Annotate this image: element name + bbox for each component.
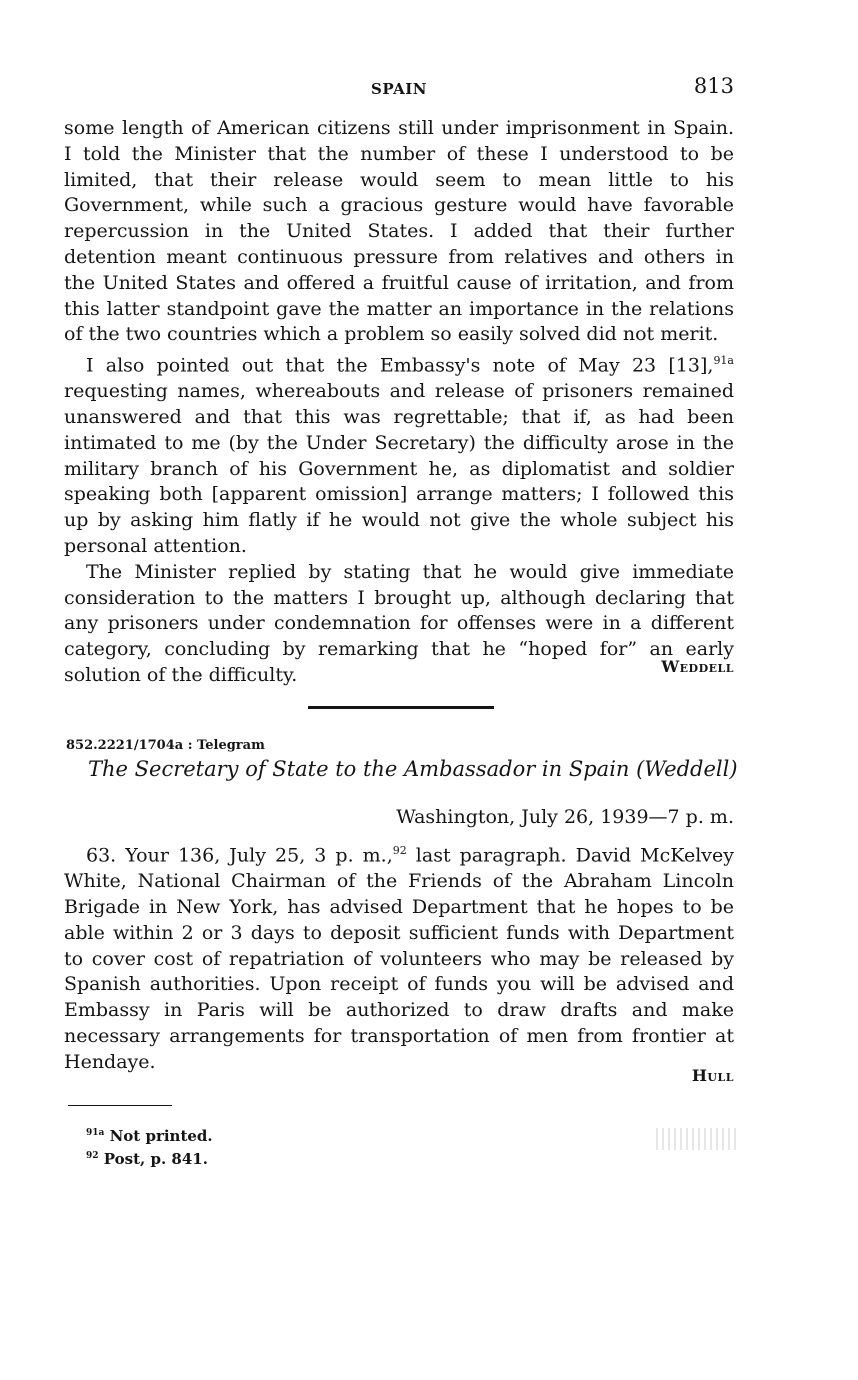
paragraph-2-start: I also pointed out that the Embassy's note of May 23 [13], [86, 354, 714, 377]
running-head: SPAIN [371, 80, 427, 98]
paragraph-3: The Minister replied by stating that he would give immediate consideration to the matters I brought up, although declaring that any prisoners under condemnation for offenses were in a different category, concluding by remarking that he “hoped for” an early solution of the difficulty. [64, 560, 734, 687]
footnote-ref-92: 92 [392, 844, 407, 857]
footnote-mark: 91a [86, 1128, 105, 1138]
telegram-start: 63. Your 136, July 25, 3 p. m., [86, 844, 393, 867]
signature-weddell: Weddell [661, 657, 734, 676]
dateline: Washington, July 26, 1939—7 p. m. [396, 806, 734, 828]
footnote-91a [86, 1123, 213, 1146]
footnotes [86, 1123, 213, 1169]
signature-hull: Hull [691, 1066, 734, 1085]
telegram-paragraph [64, 838, 734, 1076]
file-number: 852.2221/1704a : Telegram [66, 738, 265, 753]
letter-body [64, 116, 734, 689]
footnote-ref-91a: 91a [713, 354, 734, 368]
footnote-mark: 92 [86, 1151, 99, 1161]
paragraph-1: some length of American citizens still under imprisonment in Spain. I told the Minister that the number of these I understood to be limited, that their release would seem to mean little to his Government, while such a gracious gesture would have favorable repercussion in the United States. I added that their further detention meant continuous pressure from relatives and others in the United States and offered a fruitful cause of irritation, and from this latter standpoint gave the matter an importance in the relations of the two countries which a problem so easily solved did not merit. [64, 117, 734, 346]
page-header [64, 74, 734, 104]
footnote-92 [86, 1146, 213, 1169]
scan-smudge [656, 1128, 736, 1150]
section-divider [308, 706, 494, 709]
footnote-text: Not printed. [109, 1127, 213, 1145]
telegram-body [64, 838, 734, 1076]
document-title: The Secretary of State to the Ambassador in Spain (Weddell) [88, 757, 738, 781]
footnote-text: Post, p. 841. [103, 1150, 208, 1168]
paragraph-2 [64, 348, 734, 560]
telegram-rest: last paragraph. David McKelvey White, National Chairman of the Friends of the Abraham Lincoln Brigade in New York, has advised Department that he hopes to be able within 2 or 3 days to deposit sufficient funds with Department to cover cost of repatriation of volunteers who may be released by Spanish authorities. Upon receipt of funds you will be advised and Embassy in Paris will be authorized to draw drafts and make necessary arrangements for transportation of men from frontier at Hendaye. [64, 844, 734, 1073]
footnote-rule [68, 1105, 172, 1106]
paragraph-2-rest: requesting names, whereabouts and release of prisoners remained unanswered and that this was regrettable; that if, as had been intimated to me (by the Under Secretary) the difficulty arose in the military branch of his Government he, as diplomatist and soldier speaking both [apparent omission] arrange matters; I followed this up by asking him flatly if he would not give the whole subject his personal attention. [64, 380, 734, 558]
page-number: 813 [693, 74, 734, 98]
